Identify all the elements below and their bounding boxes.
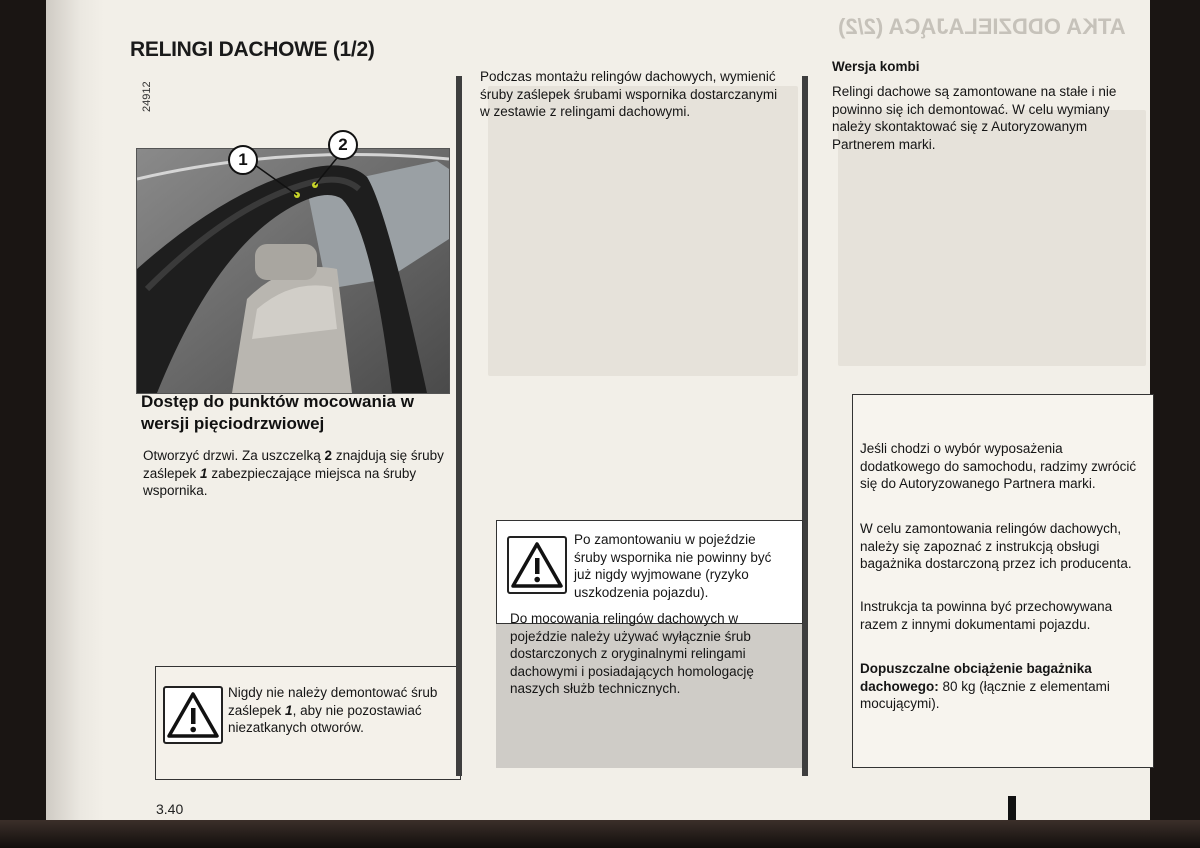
info-paragraph-3: Instrukcja ta powinna być przechowywana razem z innymi dokumentami pojazdu. [860, 599, 1113, 632]
middle-warning-text-2: Do mocowania relingów dachowych w pojeździe należy używać wyłącznie śrub dostarczonych z oryginalnymi relingami dachowymi i posiadających homologację naszych służb technicznych. [510, 611, 754, 696]
info-paragraph-1: Jeśli chodzi o wybór wyposażenia dodatkowego do samochodu, radzimy zwrócić się do Autoryzowanego Partnera marki. [860, 441, 1137, 491]
roof-load-label: Dopuszczalne obciążenie bagażnika dachowego: [860, 661, 1092, 694]
page-edge-marker [1008, 796, 1016, 820]
roof-load-value: 80 kg (łącznie z elementami mocującymi). [860, 678, 1110, 711]
middle-warning-text-1: Po zamontowaniu w pojeździe śruby wspornika nie powinny być już nigdy wyjmowane (ryzyko uszkodzenia pojazdu). [574, 532, 772, 600]
five-door-instructions: Otworzyć drzwi. Za uszczelką 2 znajdują się śruby zaślepek 1 zabezpieczające miejsca na śruby wspornika. [143, 448, 444, 498]
image-reference-code: 24912 [141, 81, 153, 112]
column-divider [456, 76, 462, 776]
kombi-body-text: Relingi dachowe są zamontowane na stałe i nie powinno się ich demontować. W celu wymiany należy skontaktować się z Autoryzowanym Partnerem marki. [832, 84, 1117, 152]
kombi-heading: Wersja kombi [832, 59, 920, 74]
warning-text-left: Nigdy nie należy demontować śrub zaślepek 1, aby nie pozostawiać niezatkanych otworów. [228, 685, 438, 735]
callout-1-badge: 1 [228, 145, 258, 175]
bleed-through-panel [488, 86, 798, 376]
table-surface [0, 820, 1200, 848]
section-heading-five-door: Dostęp do punktów mocowania w wersji pięciodrzwiowej [141, 392, 414, 433]
car-door-illustration [137, 149, 449, 393]
page-title: RELINGI DACHOWE (1/2) [130, 38, 375, 61]
page-gutter-shadow [46, 0, 104, 820]
callout-2-badge: 2 [328, 130, 358, 160]
bleed-through-heading: ATKA ODDZIELAJĄCA (2/2) [838, 14, 1126, 39]
page-number: 3.40 [156, 801, 184, 817]
info-paragraph-2: W celu zamontowania relingów dachowych, należy się zapoznać z instrukcją obsługi bagażnika dostarczoną przez ich producenta. [860, 521, 1132, 571]
middle-intro-text: Podczas montażu relingów dachowych, wymienić śruby zaślepek śrubami wspornika dostarczanymi w zestawie z relingami dachowymi. [480, 69, 778, 119]
car-door-photo [136, 148, 450, 394]
warning-triangle-icon [163, 686, 223, 744]
column-divider [802, 76, 808, 776]
roof-load-info [860, 660, 1142, 713]
warning-triangle-icon [507, 536, 567, 594]
